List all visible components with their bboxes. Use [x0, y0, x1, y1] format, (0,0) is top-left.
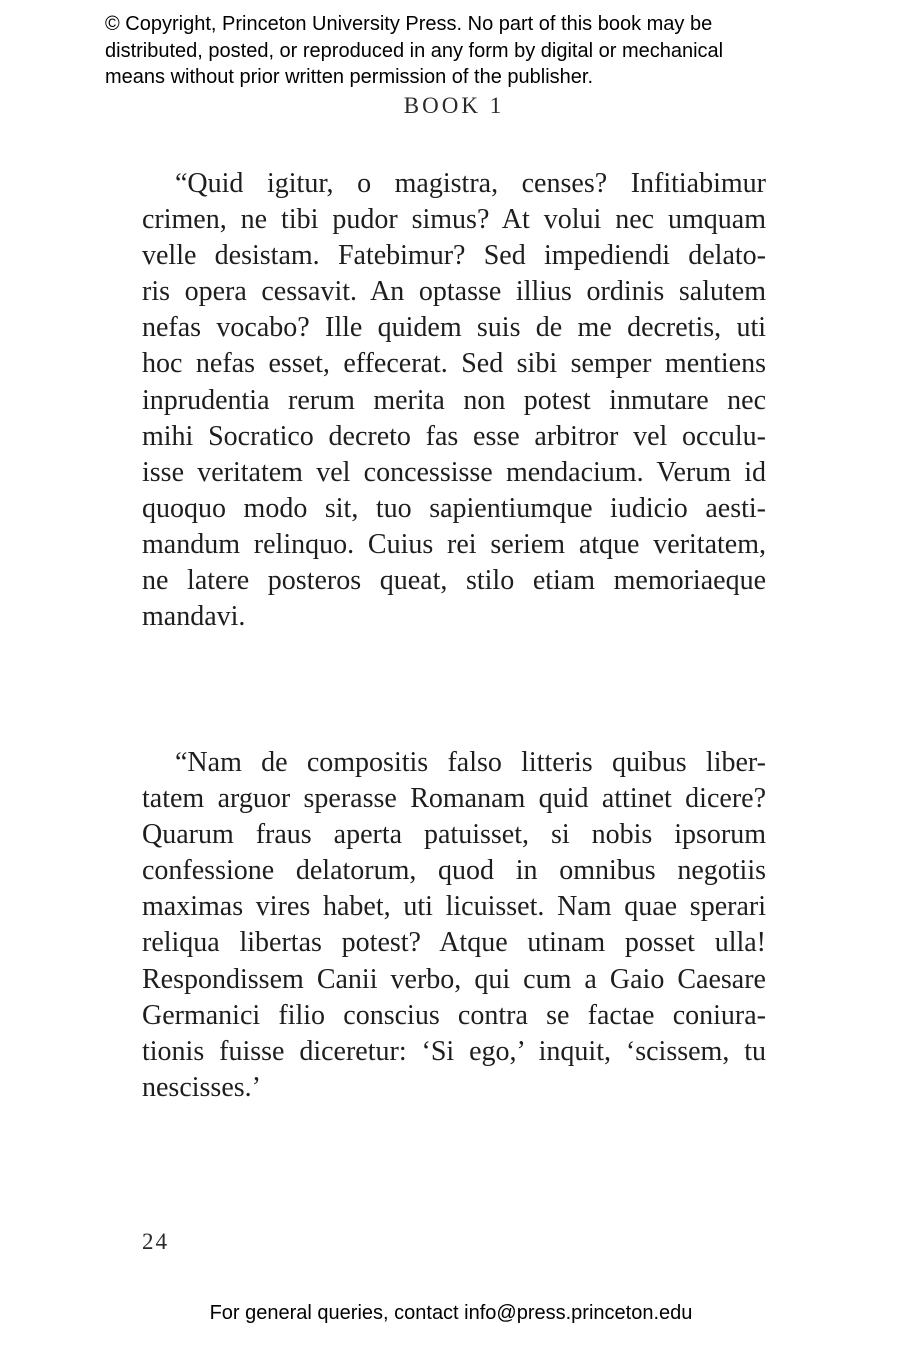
- text-line: mihi Socratico decreto fas esse arbitror vel occulu-: [142, 420, 766, 452]
- text-line: confessione delatorum, quod in omnibus negotiis: [142, 855, 766, 887]
- text-line: isse veritatem vel concessisse mendacium. Verum id: [142, 456, 766, 488]
- text-line: Respondissem Canii verbo, qui cum a Gaio Caesare: [142, 963, 766, 995]
- text-line: “Quid igitur, o magistra, censes? Infitiabimur: [175, 168, 766, 199]
- text-line: nescisses.’: [142, 1071, 261, 1103]
- text-line: mandavi.: [142, 601, 246, 633]
- text-line: reliqua libertas potest? Atque utinam posset ulla!: [142, 927, 766, 959]
- text-line: Germanici filio conscius contra se factae coniura-: [142, 999, 766, 1031]
- copyright-line: distributed, posted, or reproduced in any form by digital or mechanical: [105, 39, 724, 62]
- text-line: Quarum fraus aperta patuisset, si nobis ipsorum: [142, 819, 766, 851]
- text-line: tatem arguor sperasse Romanam quid attinet dicere?: [142, 783, 766, 815]
- paragraph: [142, 166, 766, 635]
- text-line: “Nam de compositis falso litteris quibus liber-: [175, 747, 766, 778]
- text-line: mandum relinquo. Cuius rei seriem atque veritatem,: [142, 528, 766, 560]
- running-head: BOOK 1: [403, 93, 505, 118]
- copyright-notice: [105, 11, 805, 91]
- page-number: 24: [142, 1229, 169, 1254]
- copyright-line: means without prior written permission of the publisher.: [105, 66, 594, 88]
- copyright-line: © Copyright, Princeton University Press. No part of this book may be: [105, 13, 713, 35]
- text-line: tionis fuisse diceretur: ‘Si ego,’ inquit, ‘scissem, tu: [142, 1035, 766, 1067]
- text-line: quoquo modo sit, tuo sapientiumque iudicio aesti-: [142, 492, 766, 524]
- contact-footer: For general queries, contact info@press.princeton.edu: [209, 1302, 693, 1324]
- text-line: hoc nefas esset, effecerat. Sed sibi semper mentiens: [142, 348, 766, 380]
- text-line: crimen, ne tibi pudor simus? At volui nec umquam: [142, 204, 766, 236]
- text-line: inprudentia rerum merita non potest inmutare nec: [142, 384, 766, 416]
- text-line: ris opera cessavit. An optasse illius ordinis salutem: [142, 276, 766, 308]
- text-line: ne latere posteros queat, stilo etiam memoriaeque: [142, 565, 766, 597]
- text-line: velle desistam. Fatebimur? Sed impediendi delato-: [142, 240, 766, 272]
- paragraph: [142, 745, 766, 1106]
- text-line: nefas vocabo? Ille quidem suis de me decretis, uti: [142, 312, 766, 344]
- text-line: maximas vires habet, uti licuisset. Nam quae sperari: [142, 891, 766, 923]
